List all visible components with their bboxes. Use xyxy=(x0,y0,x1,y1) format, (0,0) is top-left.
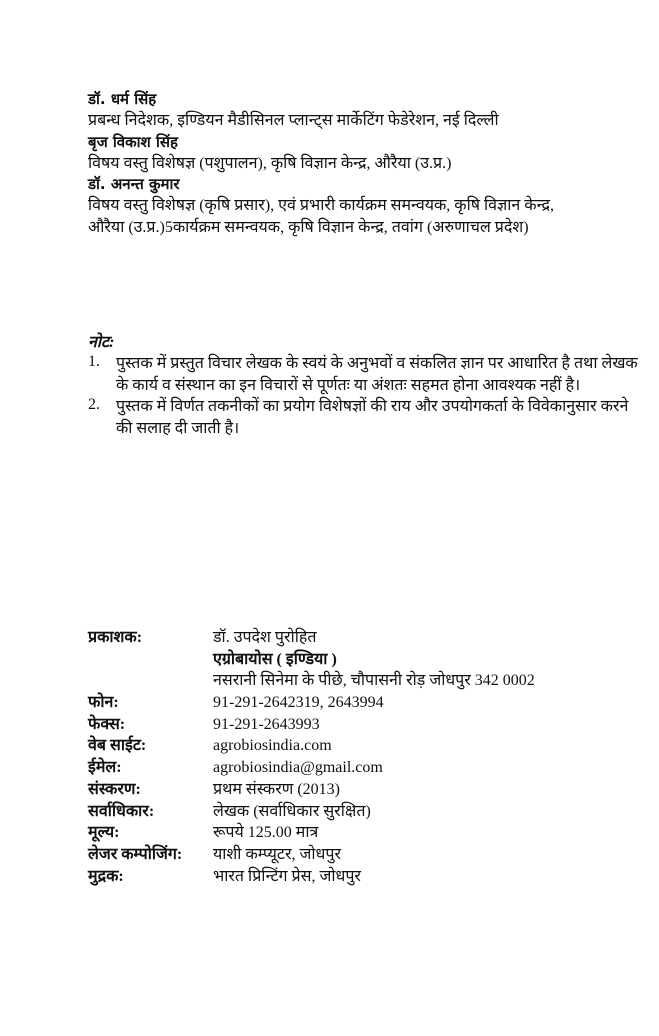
info-label: वेब साईट: xyxy=(88,737,147,755)
info-label xyxy=(88,649,213,671)
note-number: 2. xyxy=(88,396,100,414)
info-label: लेजर कम्पोजिंग: xyxy=(88,845,183,863)
info-label: फोन: xyxy=(88,694,119,712)
info-row xyxy=(88,692,535,714)
publisher-section xyxy=(88,627,535,887)
info-row xyxy=(88,866,535,888)
info-value: लेखक (सर्वाधिकार सुरक्षित) xyxy=(213,802,371,820)
info-row xyxy=(88,649,535,671)
info-label: फेक्स: xyxy=(88,715,126,733)
email-value: agrobiosindia@gmail.com xyxy=(213,759,383,777)
info-label xyxy=(88,670,213,692)
info-row xyxy=(88,627,535,649)
info-value: 91-291-2642319, 2643994 xyxy=(213,694,384,712)
info-label: मुद्रक: xyxy=(88,867,124,885)
info-row xyxy=(88,822,535,844)
info-row xyxy=(88,670,535,692)
note-text: पुस्तक में प्रस्तुत विचार लेखक के स्वयं के अनुभवों व संकलित ज्ञान पर आधारित है तथा लेखक के कार्य व संस्थान का इन विचारों से पूर्णतः या अंशतः सहमत होना आवश्यक नहीं है। xyxy=(116,355,638,394)
info-value: 91-291-2643993 xyxy=(213,715,320,733)
info-row xyxy=(88,735,535,757)
info-value: याशी कम्प्यूटर, जोधपुर xyxy=(213,845,342,863)
info-value: भारत प्रिन्टिंग प्रेस, जोधपुर xyxy=(213,867,361,885)
info-label: प्रकाशक: xyxy=(88,629,143,646)
info-label: मूल्य: xyxy=(88,824,120,842)
author-description: विषय वस्तु विशेषज्ञ (पशुपालन), कृषि विज्ञान केन्द्र, औरैया (उ.प्र.) xyxy=(88,154,452,172)
info-value: रूपये 125.00 मात्र xyxy=(213,824,319,842)
info-value: प्रथम संस्करण (2013) xyxy=(213,780,340,798)
author-name: डॉ. अनन्त कुमार xyxy=(88,175,180,194)
info-row xyxy=(88,757,535,779)
note-heading: नोट: xyxy=(88,334,115,351)
author-description: औरैया (उ.प्र.)5कार्यक्रम समन्वयक, कृषि विज्ञान केन्द्र, तवांग (अरुणाचल प्रदेश) xyxy=(88,218,529,236)
note-item xyxy=(88,396,646,439)
info-row xyxy=(88,844,535,866)
info-label: संस्करण: xyxy=(88,780,141,798)
author-description: प्रबन्ध निदेशक, इण्डियन मैडीसिनल प्लान्ट्स मार्केटिंग फेडेरेशन, नई दिल्ली xyxy=(88,112,499,130)
note-section xyxy=(88,332,646,440)
authors-section xyxy=(88,89,554,238)
info-row xyxy=(88,801,535,823)
info-value: डॉ. उपदेश पुरोहित xyxy=(213,629,317,646)
author-name: बृज विकाश सिंह xyxy=(88,132,178,151)
info-row xyxy=(88,779,535,801)
info-row xyxy=(88,714,535,736)
website-value: agrobiosindia.com xyxy=(213,737,332,755)
info-label: सर्वाधिकार: xyxy=(88,802,155,820)
info-value: एग्रोबायोस ( इण्डिया ) xyxy=(213,650,337,668)
note-text: पुस्तक में विर्णत तकनीकों का प्रयोग विशेषज्ञों की राय और उपयोगकर्ता के विवेकानुसार करने की सलाह दी जाती है। xyxy=(116,398,629,438)
author-description: विषय वस्तु विशेषज्ञ (कृषि प्रसार), एवं प्रभारी कार्यक्रम समन्वयक, कृषि विज्ञान केन्द्र, xyxy=(88,197,555,215)
note-number: 1. xyxy=(88,353,100,371)
note-item xyxy=(88,353,646,396)
info-value: नसरानी सिनेमा के पीछे, चौपासनी रोड़ जोधपुर 342 0002 xyxy=(213,672,535,690)
info-label: ईमेल: xyxy=(88,759,122,777)
author-name: डॉ. धर्म सिंह xyxy=(88,90,157,108)
